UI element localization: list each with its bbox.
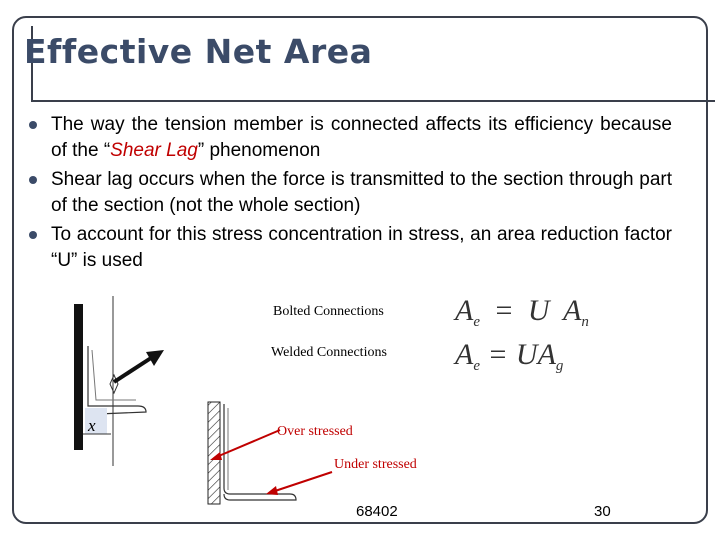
an-symbol: A [563,294,582,327]
ae-symbol: A [455,294,474,327]
bullet-icon [29,121,37,129]
bolted-equation [455,294,589,331]
under-stressed-arrow [272,472,332,492]
equals-sign: = [489,338,507,371]
ae-symbol: A [455,338,474,371]
bullet-item [26,112,672,164]
over-stressed-label: Over stressed [277,424,353,439]
under-stressed-pointer [260,468,340,500]
bullet-text: To account for this stress concentration in stress, an area reduction factor “U” is used [51,224,672,271]
eccentricity-label: x [88,416,96,435]
slide-title: Effective Net Area [24,32,373,71]
bullet-list [26,112,672,277]
uag-subscript: g [555,358,564,374]
under-stressed-arrowhead [266,486,278,495]
bullet-text: Shear lag occurs when the force is transmitted to the section through part of the section (not the whole section) [51,169,672,216]
shear-lag-highlight: Shear Lag [110,140,198,161]
u-symbol: U [527,294,550,327]
equals-sign: = [495,294,513,327]
welded-gusset-plate [208,402,220,504]
bolted-connection-diagram [66,296,176,466]
bullet-item [26,222,672,274]
title-divider-horizontal [31,100,715,102]
bullet-text: The way the tension member is connected affects its efficiency because of the “ [51,114,672,161]
ae-subscript: e [473,314,480,330]
uag-symbol: UA [515,338,556,371]
welded-equation [455,338,563,375]
bolted-connections-label: Bolted Connections [273,304,384,319]
ae-subscript: e [473,358,480,374]
gusset-plate [74,304,83,450]
bullet-icon [29,176,37,184]
bolt-icon [110,375,118,393]
welded-connections-label: Welded Connections [271,345,387,360]
footer-text: 68402 [356,503,398,520]
an-subscript: n [581,314,589,330]
page-number: 30 [594,503,611,520]
force-arrow [114,358,151,382]
under-stressed-label: Under stressed [334,457,417,472]
bullet-icon [29,231,37,239]
bullet-item [26,167,672,219]
bullet-text-end: ” phenomenon [197,140,321,161]
